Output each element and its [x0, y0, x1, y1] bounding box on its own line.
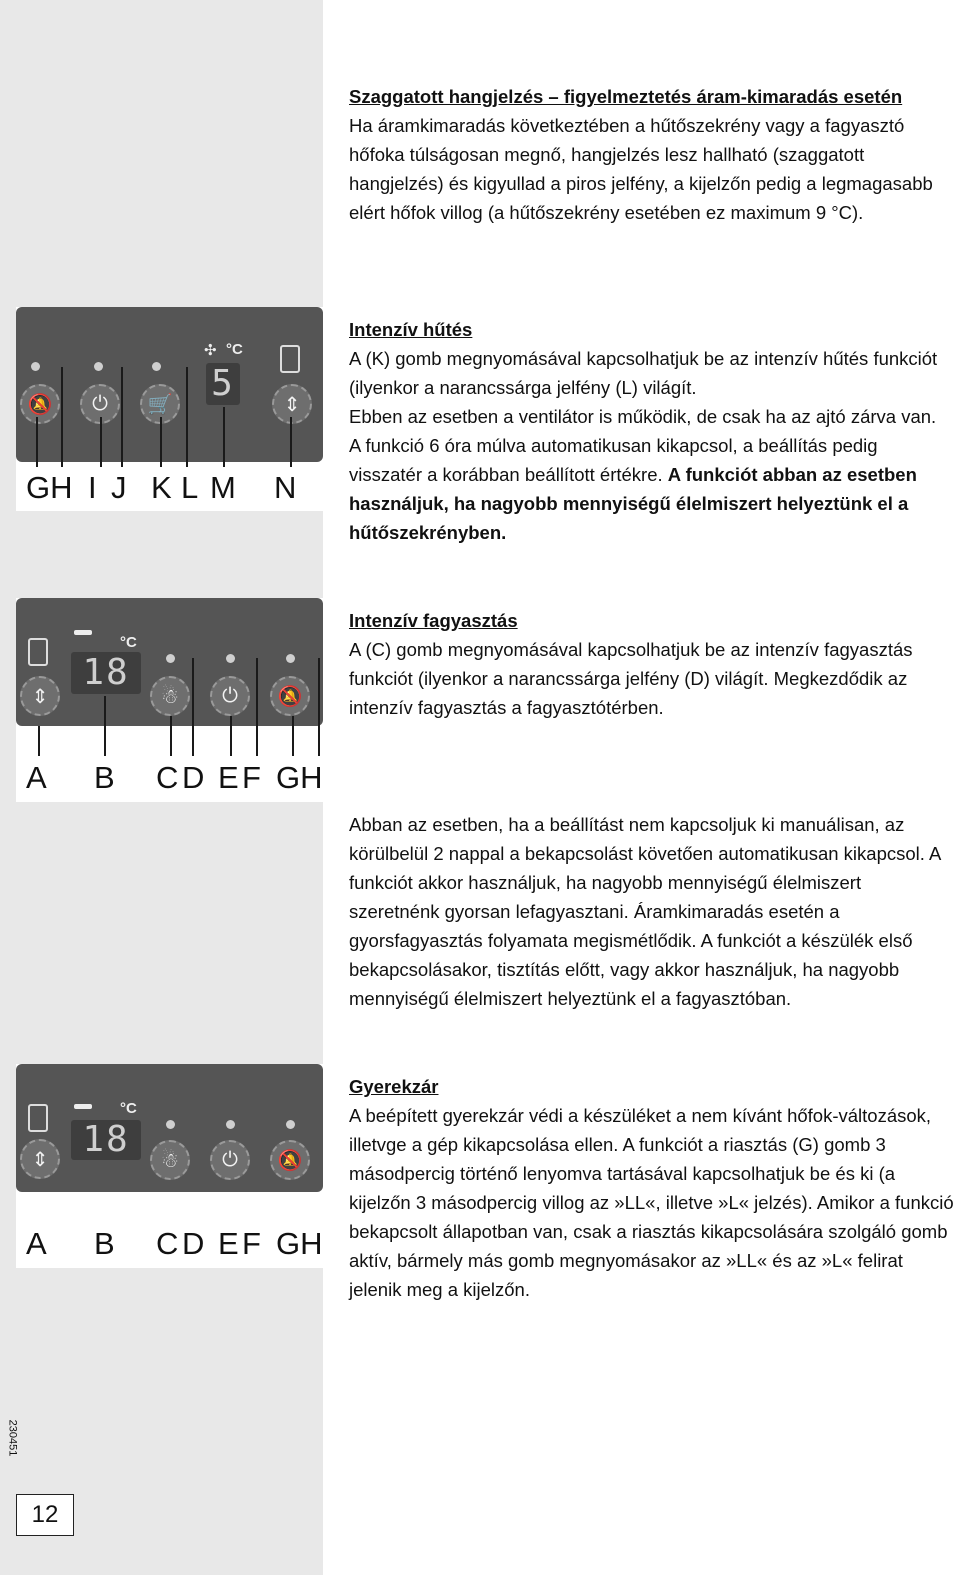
label-n: N [274, 470, 297, 505]
label-gh: GH [276, 1226, 323, 1261]
label-e: E [218, 760, 239, 795]
label-b: B [94, 1226, 115, 1261]
label-l: L [181, 470, 199, 505]
shopping-cart-icon: 🛒 [147, 393, 173, 416]
freezer-temperature-button[interactable] [20, 1139, 60, 1179]
fridge-panel-labels [16, 470, 323, 506]
freezer-alarm-button[interactable] [270, 676, 310, 716]
up-down-arrows-icon: ⇕ [283, 393, 301, 416]
bell-off-icon: 🔕 [277, 1149, 303, 1172]
label-d: D [182, 1226, 205, 1261]
minus-icon [74, 630, 92, 635]
leader-line-i [100, 417, 102, 467]
fridge-temperature-display: 5 [206, 363, 240, 405]
body-intensive-cooling-2: Ebben az esetben a ventilátor is működik, de csak ha az ajtó zárva van. [349, 406, 937, 427]
bell-off-icon: 🔕 [27, 393, 53, 416]
leader-line-f [256, 658, 258, 756]
label-c: C [156, 1226, 179, 1261]
label-k: K [151, 470, 172, 505]
label-f: F [242, 760, 261, 795]
minus-icon [74, 1104, 92, 1109]
body-child-lock: A beépített gyerekzár védi a készüléket a nem kívánt hőfok-változások, illetvge a gép kikapcsolása ellen. A funkciót a riasztás (G) gomb 3 másodpercig történő lenyomva tartásával kapcsolhatjuk be és ki (a kijelzőn 3 másodpercig villog az »LL«, illetve »L« jelzés). Amikor a funkció bekapcsolt állapotban van, csak a riasztás kikapcsolására szolgáló gomb aktív, bármely más gomb megnyomásakor az »LL« és az »L« felirat jelenik meg a kijelzőn. [349, 1105, 954, 1300]
power-icon: ⏻ [222, 684, 238, 707]
alarm-led [31, 362, 40, 371]
fan-icon: ✣ [204, 342, 217, 359]
child-lock-panel-figure [16, 1064, 323, 1268]
leader-line-a [38, 726, 40, 756]
label-d: D [182, 760, 205, 795]
freezer-temperature-display: 18 [71, 652, 141, 694]
document-number: 230451 [6, 1419, 19, 1457]
fridge-control-panel-figure [16, 307, 323, 511]
snowman-icon: ☃ [161, 1149, 179, 1172]
body-intensive-cooling-3 [349, 431, 954, 547]
leader-line-d [192, 658, 194, 756]
freezer-unit-label: °C [120, 1100, 137, 1117]
label-f: F [242, 1226, 261, 1261]
intensive-cooling-led [152, 362, 161, 371]
body-intensive-cooling-1: A (K) gomb megnyomásával kapcsolhatjuk be az intenzív hűtés funkciót (ilyenkor a narancssárga jelfény (L) világít. [349, 348, 938, 398]
intensive-freezing-led [166, 1120, 175, 1129]
heading-power-failure: Szaggatott hangjelzés – figyelmeztetés áram-kimaradás esetén [349, 86, 903, 107]
body-auto-off: Abban az esetben, ha a beállítást nem kapcsoljuk ki manuálisan, az körülbelül 2 nappal a bekapcsolást követően automatikusan kikapcsol. A funkciót akkor használjuk, ha nagyobb mennyiségű élelmiszert szeretnénk gyorsan lefagyasztani. Áramkimaradás esetén a gyorsfagyasztás folyamata megismétlődik. A funkciót a készülék első bekapcsolásakor, tisztítás előtt, vagy akkor használjuk, ha nagyobb mennyiségű élelmiszert helyeztünk el a fagyasztóban. [349, 814, 941, 1009]
leader-line-k [160, 417, 162, 467]
body-power-failure: Ha áramkimaradás következtében a hűtőszekrény vagy a fagyasztó hőfoka túlságosan megnő, hangjelzés lesz hallható (szaggatott hangjelzés) és kigyullad a piros jelfény, a kijelzőn pedig a legmagasabb elért hőfok villog (a hűtőszekrény esetében ez maximum 9 °C). [349, 115, 933, 223]
leader-line-b [104, 696, 106, 756]
freezer-alarm-led [286, 1120, 295, 1129]
leader-line-g [36, 417, 38, 467]
body-intensive-cooling-3-bold: A funkciót abban az esetben használjuk, ha nagyobb mennyiségű élelmiszert helyeztünk el a hűtőszekrényben. [349, 464, 917, 543]
section-power-failure [349, 82, 954, 227]
label-a: A [26, 1226, 47, 1261]
freezer-power-led [226, 1120, 235, 1129]
power-led [94, 362, 103, 371]
fridge-temperature-button[interactable] [272, 384, 312, 424]
section-child-lock [349, 1072, 954, 1304]
page-number: 12 [16, 1494, 74, 1536]
label-e: E [218, 1226, 239, 1261]
freezer-alarm-button[interactable] [270, 1140, 310, 1180]
freezer-temperature-display: 18 [71, 1120, 141, 1160]
intensive-freezing-button[interactable] [150, 1140, 190, 1180]
label-gh: GH [26, 470, 73, 505]
freezer-icon [28, 1104, 48, 1132]
label-b: B [94, 760, 115, 795]
label-gh: GH [276, 760, 323, 795]
leader-line-j [121, 367, 123, 467]
up-down-arrows-icon: ⇕ [31, 685, 49, 708]
intensive-freezing-button[interactable] [150, 676, 190, 716]
leader-line-h2 [318, 658, 320, 756]
label-a: A [26, 760, 47, 795]
heading-intensive-cooling: Intenzív hűtés [349, 319, 473, 340]
leader-line-c [170, 716, 172, 756]
freezer-power-led [226, 654, 235, 663]
power-icon: ⏻ [222, 1148, 238, 1171]
label-m: M [210, 470, 236, 505]
child-lock-panel-labels [16, 1226, 323, 1262]
label-j: J [111, 470, 127, 505]
freezer-temperature-button[interactable] [20, 676, 60, 716]
leader-line-l [186, 367, 188, 467]
section-intensive-cooling [349, 315, 954, 547]
fridge-unit-label: °C [226, 341, 243, 358]
leader-line-n [290, 417, 292, 467]
body-intensive-freezing: A (C) gomb megnyomásával kapcsolhatjuk be az intenzív fagyasztás funkciót (ilyenkor a narancssárga jelfény (D) világít. Megkezdődik az intenzív fagyasztás a fagyasztótérben. [349, 639, 913, 718]
body-intensive-cooling-3-text: A funkció 6 óra múlva automatikusan kikapcsol, a beállítás pedig visszatér a korábban beállított értékre. [349, 435, 878, 485]
heading-child-lock: Gyerekzár [349, 1076, 439, 1097]
freezer-panel-labels [16, 760, 323, 796]
leader-line-m [223, 407, 225, 467]
freezer-unit-label: °C [120, 634, 137, 651]
fridge-icon [280, 345, 300, 373]
section-auto-off [349, 810, 954, 1013]
leader-line-h [61, 367, 63, 467]
section-intensive-freezing [349, 606, 954, 722]
alarm-button[interactable] [20, 384, 60, 424]
freezer-control-panel-figure [16, 598, 323, 802]
freezer-power-button[interactable] [210, 676, 250, 716]
freezer-control-panel [16, 598, 323, 726]
bell-off-icon: 🔕 [277, 685, 303, 708]
power-icon: ⏻ [92, 392, 108, 415]
freezer-icon [28, 638, 48, 666]
leader-line-g2 [292, 716, 294, 756]
snowman-icon: ☃ [161, 685, 179, 708]
label-i: I [88, 470, 97, 505]
child-lock-control-panel [16, 1064, 323, 1192]
leader-line-e [230, 716, 232, 756]
label-c: C [156, 760, 179, 795]
heading-intensive-freezing: Intenzív fagyasztás [349, 610, 518, 631]
up-down-arrows-icon: ⇕ [31, 1148, 49, 1171]
intensive-freezing-led [166, 654, 175, 663]
freezer-alarm-led [286, 654, 295, 663]
freezer-power-button[interactable] [210, 1140, 250, 1180]
